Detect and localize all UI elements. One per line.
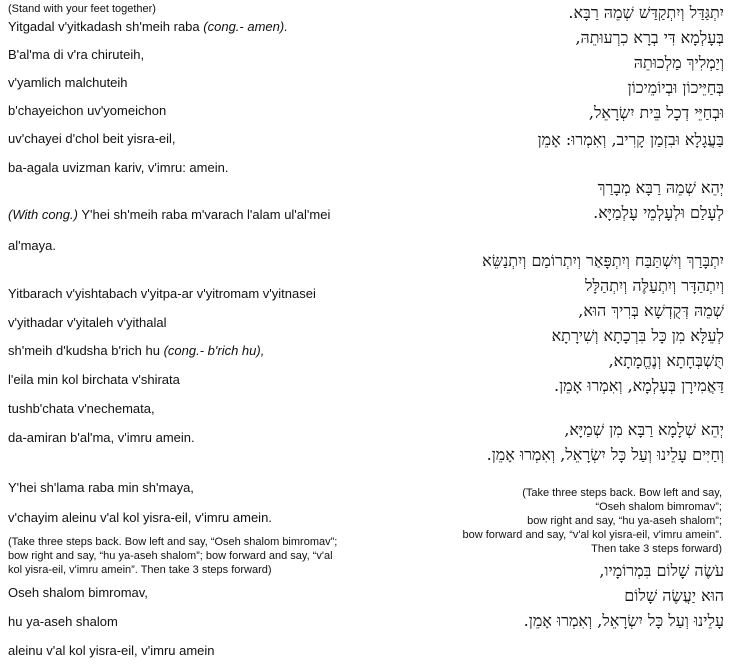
translit-text: sh'meih d'kudsha b'rich hu [8,343,164,358]
translit-line-7 [8,207,330,223]
hebrew-line-16: וְחַיִּים עָלֵינוּ וְעַל כָּל יִשְׂרָאֵל, וְאִמְרוּ אָמֵן. [486,445,724,464]
hebrew-line-1: יִתְגַּדַּל וְיִתְקַדַּשׁ שְׁמֵהּ רַבָּא. [568,3,724,22]
hebrew-line-19: עָלֵינוּ וְעַל כָּל יִשְׂרָאֵל, וְאִמְרוּ אָמֵן. [523,611,724,630]
hebrew-line-10: וְיִתְהַדָּר וְיִתְעַלֶּה וְיִתְהַלָּל [585,276,724,295]
translit-line-17: Oseh shalom bimromav, [8,585,148,600]
hebrew-line-3: וְיַמְלִיךְ מַלְכוּתֵהּ [633,53,724,72]
translit-line-5: uv'chayei d'chol beit yisra-eil, [8,131,176,146]
hebrew-line-4: בְּחַיֵּיכוֹן וּבְיוֹמֵיכוֹן [627,78,724,97]
instruction-right-3: bow right and say, “hu ya-aseh shalom”; [527,515,722,527]
hebrew-line-12: לְעֵלָּא מִן כָּל בִּרְכָתָא וְשִׁירָתָא [551,326,724,345]
hebrew-line-8: לְעָלַם וּלְעָלְמֵי עָלְמַיָּא. [593,203,724,222]
translit-text: Yitgadal v'yitkadash sh'meih raba [8,19,200,34]
hebrew-line-14: דַּאֲמִירָן בְּעָלְמָא, וְאִמְרוּ אָמֵן. [554,376,724,395]
translit-line-16: v'chayim aleinu v'al kol yisra-eil, v'imru amein. [8,510,272,525]
hebrew-line-11: שְׁמֵהּ דְּקֻדְשָׁא בְּרִיךְ הוּא, [578,301,724,320]
instruction-right-2: “Oseh shalom bimromav”; [595,501,722,513]
translit-line-3: v'yamlich malchuteih [8,75,128,90]
translit-line-11 [8,343,264,359]
instruction-right-5: Then take 3 steps forward) [591,543,722,555]
instruction-steps-3: kol yisra-eil, v'imru amein”. Then take 3 steps forward) [8,564,272,576]
hebrew-line-18: הוּא יַעֲשֶׂה שָׁלוֹם [624,586,724,605]
translit-line-6: ba-agala uvizman kariv, v'imru: amein. [8,160,229,175]
translit-line-4: b'chayeichon uv'yomeichon [8,103,167,118]
translit-line-14: da-amiran b'al'ma, v'imru amein. [8,430,195,445]
translit-line-13: tushb'chata v'nechemata, [8,401,155,416]
instruction-right-4: bow forward and say, “v'al kol yisra-eil, v'imru amein”. [462,529,722,541]
translit-line-12: l'eila min kol birchata v'shirata [8,372,180,387]
hebrew-line-6: בַּעֲגָלָא וּבִזְמַן קָרִיב, וְאִמְרוּ: אָמֵן [537,130,724,149]
translit-line-18: hu ya-aseh shalom [8,614,118,629]
cong-response: (cong.- amen). [203,19,288,34]
hebrew-line-9: יִתְבָּרַךְ וְיִשְׁתַּבַּח וְיִתְפָּאַר וְיִתְרוֹמַם וְיִתְנַשֵּׂא [482,251,724,270]
instruction-stand: (Stand with your feet together) [8,3,156,15]
translit-line-8: al'maya. [8,238,57,253]
instruction-steps-1: (Take three steps back. Bow left and say, “Oseh shalom bimromav”; [8,536,338,548]
hebrew-line-17: עֹשֶׂה שָׁלוֹם בִּמְרוֹמָיו, [599,561,724,580]
translit-line-2: B'al'ma di v'ra chiruteih, [8,47,145,62]
translit-line-9: Yitbarach v'yishtabach v'yitpa-ar v'yitromam v'yitnasei [8,286,316,301]
hebrew-line-7: יְהֵא שְׁמֵהּ רַבָּא מְבָרַךְ [597,178,724,197]
hebrew-line-15: יְהֵא שְׁלָמָא רַבָּא מִן שְׁמַיָּא, [564,420,724,439]
instruction-steps-2: bow right and say, “hu ya-aseh shalom”; bow forward and say, “v'al [8,550,333,562]
translit-line-1 [8,19,288,35]
cong-label: (With cong.) [8,207,78,222]
hebrew-line-5: וּבְחַיֵּי דְכָל בֵּית יִשְׂרָאֵל, [588,103,724,122]
cong-response: (cong.- b'rich hu), [163,343,265,358]
translit-line-15: Y'hei sh'lama raba min sh'maya, [8,480,194,495]
instruction-right-1: (Take three steps back. Bow left and say, [522,487,722,499]
hebrew-line-13: תֻּשְׁבְּחָתָא וְנֶחֱמָתָא, [608,351,724,370]
translit-text: Y'hei sh'meih raba m'varach l'alam ul'al'mei [77,207,331,222]
translit-line-19: aleinu v'al kol yisra-eil, v'imru amein [8,643,215,658]
hebrew-line-2: בְּעָלְמָא דִּי בְרָא כִרְעוּתֵהּ, [575,28,724,47]
translit-line-10: v'yithadar v'yitaleh v'yithalal [8,315,167,330]
